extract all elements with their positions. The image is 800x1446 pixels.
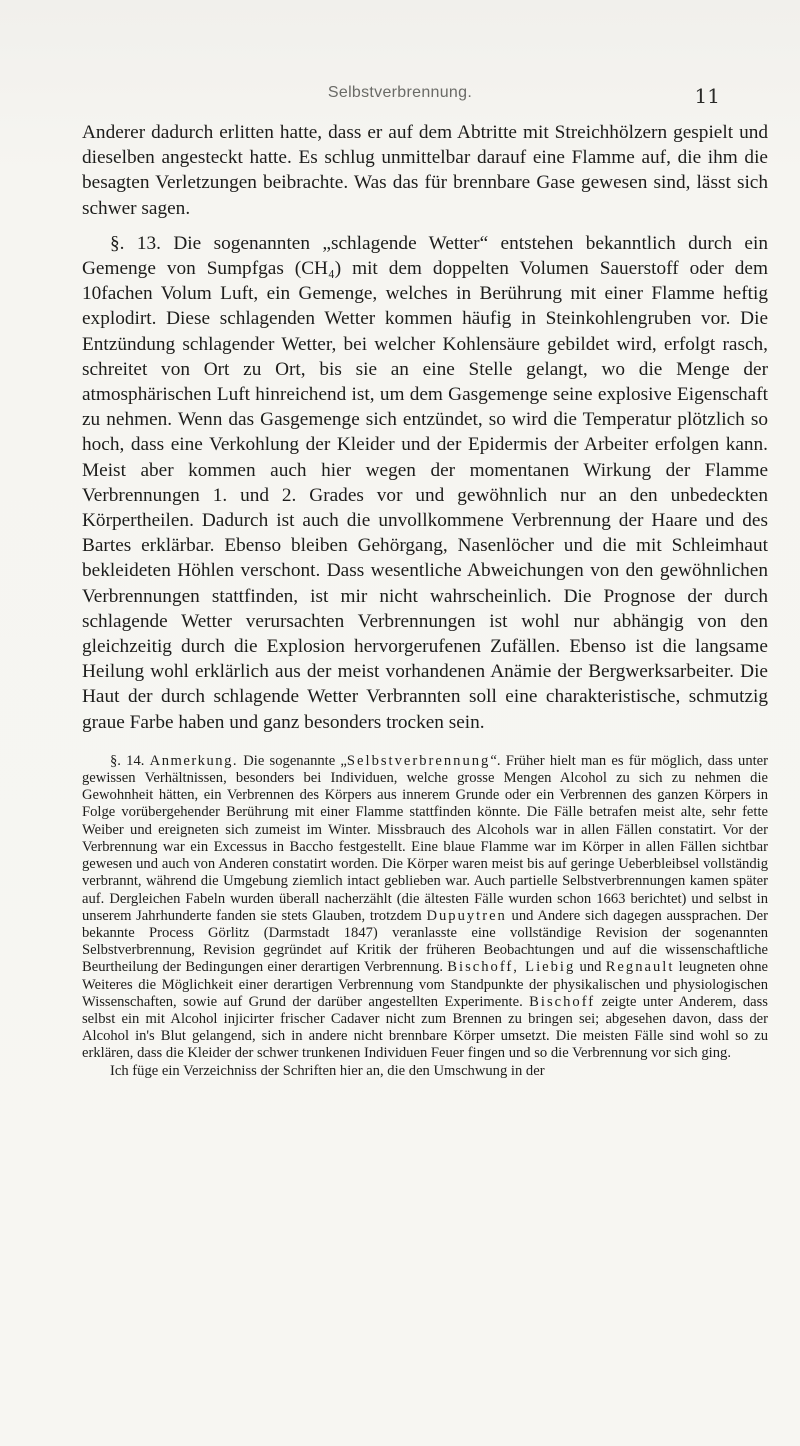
note-term: Selbstverbrennung <box>346 752 491 769</box>
note-name-bischoff: Bischoff <box>529 993 596 1010</box>
paragraph-continuation: Anderer dadurch erlitten hatte, dass er auf dem Abtritte mit Streichhölzern gespielt und dieselben angesteckt hatte. Es schlug unmittelbar darauf eine Flamme auf, die ihm die besagten Verletzungen beibrachte. Was das für brennbare Gase gewesen sind, lässt sich schwer sagen. <box>82 122 768 219</box>
note-text-2: und Andere sich dagegen aussprachen. Der bekannte Process Görlitz (Darmstadt 1847) veranlasste eine vollständige Revision der sogenannten Selbstverbrennung, Revision gegründet auf Kritik der früheren Beobachtungen und auf die wissenschaftliche Beurtheilung der Bedingungen einer derartigen Verbrennung. <box>82 907 768 976</box>
running-title: Selbstverbrennung. <box>327 84 473 101</box>
note-intro: Die sogenannte „ <box>243 752 347 769</box>
note-lead: Anmerkung. <box>149 752 239 769</box>
annotation-section-14 <box>82 753 768 1063</box>
note-section-number: §. 14. <box>110 752 145 769</box>
note-name-regnault: Regnault <box>605 959 675 976</box>
note-name-bischoff-liebig: Bischoff, Liebig <box>447 959 576 976</box>
note-text-1: “. Früher hielt man es für möglich, dass unter gewissen Verhältnissen, besonders bei Individuen, welche grosse Mengen Alcohol zu sich zu nehmen die Gewohnheit hätten, ein Verbrennen des Körpers aus innerem Grunde oder ein Verbrennen des ganzen Körpers in Folge vorübergehender Berührung mit einer Flamme stattfinden könnte. Die Fälle betrafen meist alte, sehr fette Weiber und ereigneten sich zumeist im Winter. Missbrauch des Alcohols war in allen Fällen constatirt. Vor der Verbrennung war ein Excessus in Baccho festgestellt. Eine blaue Flamme war im Körper in allen Fällen sichtbar gewesen und auch von Anderen constatirt worden. Die Körper waren meist bis auf geringe Ueberbleibsel vollständig verbrannt, während die Umgebung ziemlich intact geblieben war. Auch partielle Selbstverbrennungen kamen später auf. Dergleichen Fabeln wurden überall nacherzählt (die ältesten Fälle wurden schon 1663 berichtet) und selbst in unserem Jahrhunderte fanden sie stets Glauben, trotzdem <box>82 752 769 924</box>
note-text-4: leugneten ohne Weiteres die Möglichkeit einer derartigen Verbrennung vom Standpunkte der physikalischen und physiologischen Wissenschaften, sowie auf Grund der darüber angestellten Experimente. <box>82 959 769 1010</box>
page-header <box>0 84 800 108</box>
note-text-5: zeigte unter Anderem, dass selbst ein mit Alcohol injicirter frischer Cadaver nicht zum Brennen zu bringen sei; abgesehen davon, dass der Alcohol in's Blut gelangend, sich in andere nicht brennbare Körper umsetzt. Die meisten Fälle sind wohl so zu erklären, dass die Kleider der schwer trunkenen Individuen Feuer fingen und so die Verbrennung vor sich ging. <box>82 993 768 1062</box>
note-text-3: und <box>575 959 606 976</box>
paragraph-section-13: §. 13. Die sogenannten „schlagende Wetter“ entstehen bekanntlich durch ein Gemenge von Sumpfgas (CH₄) mit dem doppelten Volumen Sauerstoff oder dem 10fachen Volum Luft, ein Gemenge, welches in Berührung mit einer Flamme heftig explodirt. Diese schlagenden Wetter kommen häufig in Steinkohlengruben vor. Die Entzündung schlagender Wetter, bei welcher Kohlensäure gebildet wird, erfolgt rasch, schreitet von Ort zu Ort, bis sie an eine Stelle gelangt, wo die Menge der atmosphärischen Luft hinreichend ist, um dem Gasgemenge seine explosive Eigenschaft zu nehmen. Wenn das Gasgemenge sich entzündet, so wird die Temperatur plötzlich so hoch, dass eine Verkohlung der Kleider und der Epidermis der Arbeiter erfolgen kann. Meist aber kommen auch hier wegen der momentanen Wirkung der Flamme Verbrennungen 1. und 2. Grades vor und gewöhnlich nur an den unbedeckten Körpertheilen. Dadurch ist auch die unvollkommene Verbrennung der Haare und des Bartes erklärbar. Ebenso bleiben Gehörgang, Nasenlöcher und die mit Schleimhaut bekleideten Höhlen verschont. Dass wesentliche Abweichungen von den gewöhnlichen Verbrennungen stattfinden, ist mir nicht wahrscheinlich. Die Prognose der durch schlagende Wetter verursachten Verbrennungen ist wohl nur abhängig von den gleichzeitig durch die Explosion hervorgerufenen Zufällen. Ebenso ist die langsame Heilung wohl erklärlich aus der meist vorhandenen Anämie der Bergwerksarbeiter. Die Haut der durch schlagende Wetter Verbrannten soll eine charakteristische, schmutzig graue Farbe haben und ganz besonders trocken sein. <box>82 232 768 733</box>
page-content <box>82 120 768 1080</box>
note-last-line: Ich füge ein Verzeichniss der Schriften hier an, die den Umschwung in der <box>110 1062 545 1079</box>
note-name-dupuytren: Dupuytren <box>426 907 507 924</box>
page-number: 11 <box>694 84 720 108</box>
